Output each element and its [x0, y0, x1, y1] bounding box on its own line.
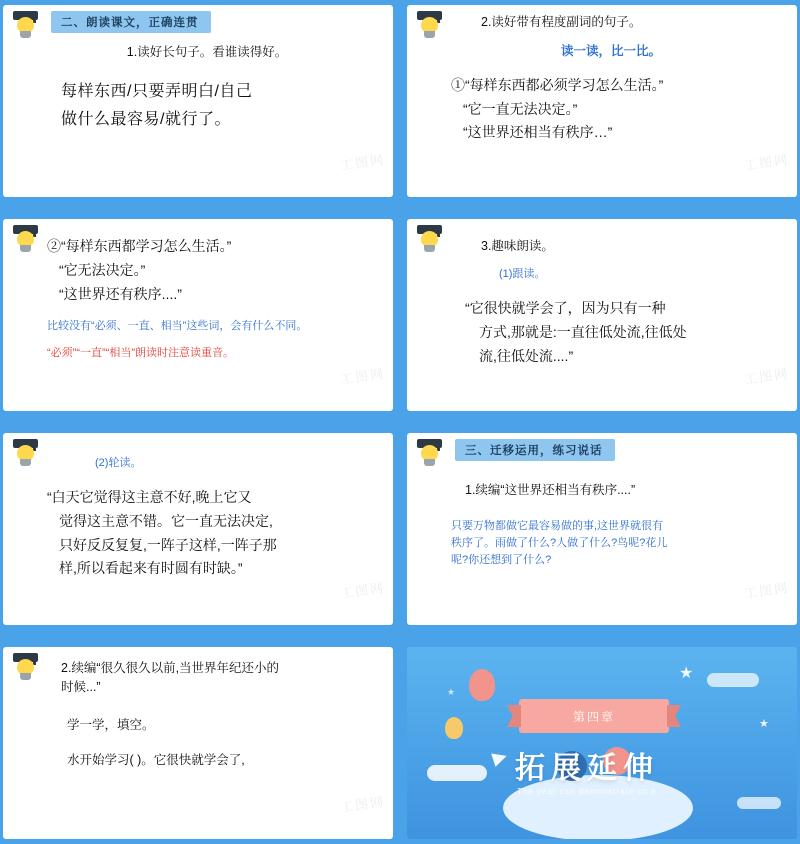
watermark: 工图网	[743, 579, 790, 602]
slide-1[interactable]	[3, 5, 393, 197]
slide-7[interactable]	[3, 647, 393, 839]
slide-4-body	[407, 219, 797, 411]
paper-plane-icon	[491, 749, 509, 767]
slide-7-line-3: 学一学，填空。	[67, 717, 155, 732]
watermark: 工图网	[339, 151, 386, 174]
slide-6-body	[407, 433, 797, 625]
slide-7-body	[3, 647, 393, 839]
slide-5-line-1: (2)轮读。	[95, 457, 142, 469]
slide-7-line-4: 水开始学习( )。它很快就学会了,	[67, 753, 245, 768]
slide-4-line-1: 3.趣味朗读。	[481, 239, 554, 253]
watermark: 工图网	[743, 151, 790, 174]
slide-4-line-3: “它很快就学会了，因为只有一种	[465, 300, 666, 317]
slide-7-line-2: 时候...”	[61, 680, 101, 695]
slide-1-body	[3, 5, 393, 197]
slide-5-line-5: 样,所以看起来有时圆有时缺。”	[59, 560, 243, 577]
watermark: 工图网	[339, 365, 386, 388]
cloud-icon	[737, 797, 781, 809]
chapter-tag-label: 第四章	[572, 709, 615, 724]
chapter-tag	[519, 699, 669, 733]
slide-5-body	[3, 433, 393, 625]
star-icon: ★	[447, 687, 456, 697]
slide-6[interactable]	[407, 433, 797, 625]
slide-3-note-2: “必须”“一直”“相当”朗读时注意读重音。	[47, 347, 234, 360]
cloud-icon	[707, 673, 759, 687]
cover-subtitle: The year can demonstrate co e	[517, 787, 657, 796]
slide-6-banner: 三、迁移运用，练习说话	[455, 439, 615, 461]
slide-8-cover[interactable]	[407, 647, 797, 839]
watermark: 工图网	[339, 579, 386, 602]
slide-2-line-4: “它一直无法决定。”	[463, 100, 578, 117]
slide-6-line-2: 只要万物都做它最容易做的事,这世界就很有	[451, 520, 664, 533]
slide-1-line-2: 每样东西/只要弄明白/自己	[61, 83, 253, 101]
slide-3-line-3: “这世界还有秩序....”	[59, 285, 182, 302]
slide-2-body	[407, 5, 797, 197]
slide-3-note-1: 比较没有“必须、一直、相当”这些词，会有什么不同。	[47, 320, 308, 333]
slide-2-line-5: “这世界还相当有秩序…”	[463, 124, 613, 141]
cover-title: 拓展延伸	[515, 752, 659, 785]
slide-7-line-1: 2.续编“很久很久以前,当世界年纪还小的	[61, 661, 280, 675]
slide-3-line-1: ②“每样东西都学习怎么生活。”	[47, 238, 232, 254]
hot-air-balloon-icon	[469, 669, 495, 701]
slide-2-line-2: 读一读，比一比。	[560, 44, 661, 59]
hot-air-balloon-icon	[445, 717, 463, 739]
slide-6-line-3: 秩序了。雨做了什么?人做了什么?鸟呢?花儿	[451, 537, 668, 550]
slide-2-line-1: 2.读好带有程度副词的句子。	[481, 15, 642, 29]
slide-4-line-4: 方式,那就是:一直往低处流,往低处	[479, 324, 687, 341]
slide-4-line-2: (1)跟读。	[499, 268, 546, 281]
slide-5[interactable]	[3, 433, 393, 625]
slide-1-line-1: 1.读好长句子。看谁读得好。	[126, 45, 288, 59]
cloud-icon	[427, 765, 487, 781]
slide-5-line-3: 觉得这主意不错。它一直无法决定,	[59, 512, 273, 529]
slide-6-line-1: 1.续编“这世界还相当有秩序....”	[465, 483, 636, 497]
slide-4-line-5: 流,往低处流....”	[479, 348, 574, 365]
star-icon: ★	[679, 665, 694, 682]
slide-5-line-2: “白天它觉得这主意不好,晚上它又	[47, 489, 252, 506]
star-icon: ★	[759, 718, 769, 730]
slide-5-line-4: 只好反反复复,一阵子这样,一阵子那	[59, 536, 277, 553]
slide-2[interactable]	[407, 5, 797, 197]
slide-1-line-3: 做什么最容易/就行了。	[61, 110, 231, 128]
slide-1-banner: 二、朗读课文，正确连贯	[51, 11, 211, 33]
slide-3-line-2: “它无法决定。”	[59, 261, 146, 278]
slide-6-line-4: 呢?你还想到了什么?	[451, 554, 552, 567]
slide-3[interactable]	[3, 219, 393, 411]
watermark: 工图网	[339, 793, 386, 816]
slide-3-body	[3, 219, 393, 411]
slide-4[interactable]	[407, 219, 797, 411]
slide-2-line-3: ①“每样东西都必须学习怎么生活。”	[451, 76, 664, 93]
watermark: 工图网	[743, 365, 790, 388]
